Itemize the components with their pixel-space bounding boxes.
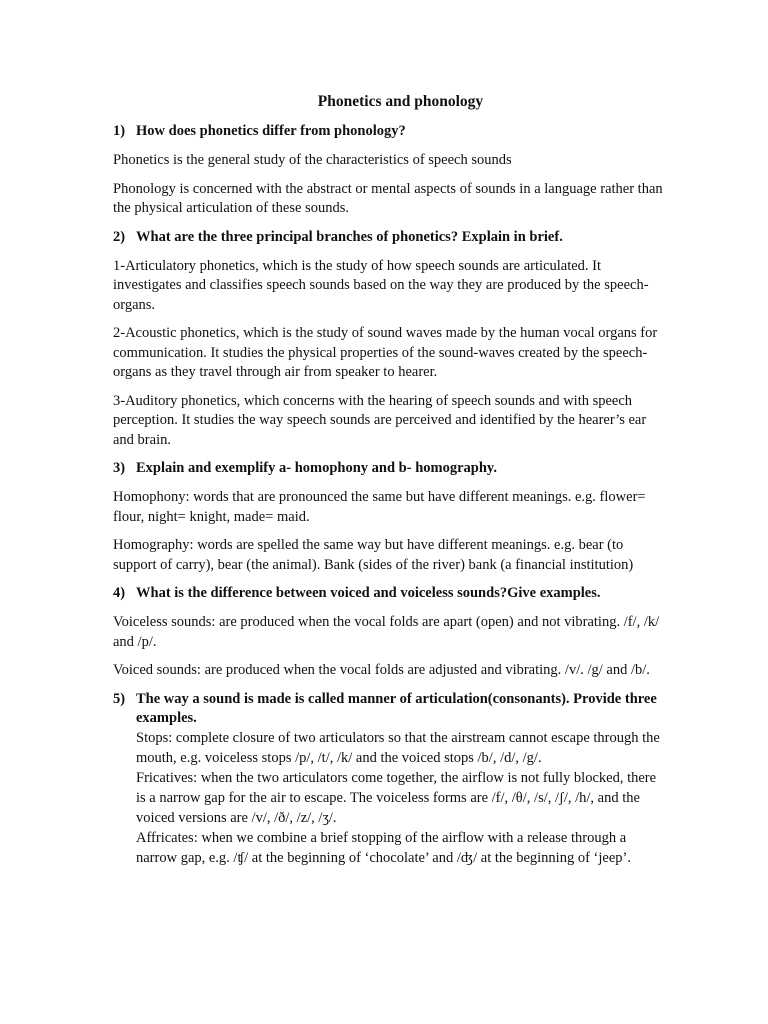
- question-1: [113, 122, 668, 141]
- question-text: How does phonetics differ from phonology?: [136, 123, 406, 139]
- question-number: 5): [113, 690, 126, 707]
- answer-paragraph: Voiced sounds: are produced when the vocal folds are adjusted and vibrating. /v/. /g/ and /b/.: [113, 662, 650, 678]
- question-number: 4): [113, 585, 126, 601]
- question-number: 1): [113, 123, 126, 139]
- answer-paragraph: Affricates: when we combine a brief stopping of the airflow with a release through a narrow gap, e.g. /ʧ/ at the beginning of ‘chocolate’ and /ʤ/ at the beginning of ‘jeep’.: [136, 829, 631, 866]
- question-text: What are the three principal branches of phonetics? Explain in brief.: [136, 228, 563, 245]
- answer-paragraph: Phonetics is the general study of the characteristics of speech sounds: [113, 152, 512, 168]
- question-text: The way a sound is made is called manner of articulation(consonants). Provide three examples.: [136, 690, 657, 726]
- question-number: 3): [113, 460, 126, 476]
- answer-paragraph: Phonology is concerned with the abstract or mental aspects of sounds in a language rather than the physical articulation of these sounds.: [113, 180, 663, 216]
- answer-paragraph: Voiceless sounds: are produced when the vocal folds are apart (open) and not vibrating. /f/, /k/ and /p/.: [113, 614, 660, 650]
- answer-paragraph: Homography: words are spelled the same way but have different meanings. e.g. bear (to support of carry), bear (the animal). Bank (sides of the river) bank (a financial institution): [113, 537, 634, 573]
- page-title: Phonetics and phonology: [317, 93, 484, 110]
- answer-paragraph: 3-Auditory phonetics, which concerns with the hearing of speech sounds and with speech perception. It studies the way speech sounds are perceived and identified by the hearer’s ear and brain.: [113, 392, 647, 448]
- answer-paragraph: Stops: complete closure of two articulators so that the airstream cannot escape through the mouth, e.g. voiceless stops /p/, /t/, /k/ and the voiced stops /b/, /d/, /g/.: [136, 729, 660, 766]
- question-number: 2): [113, 228, 126, 245]
- question-2: [113, 228, 668, 247]
- answer-paragraph: Fricatives: when the two articulators come together, the airflow is not fully blocked, there is a narrow gap for the air to escape. The voiceless forms are /f/, /θ/, /s/, /ʃ/, /h/, and the voiced versions are /v/, /ð/, /z/, /ʒ/.: [136, 769, 657, 826]
- answer-paragraph: Homophony: words that are pronounced the same but have different meanings. e.g. flower= flour, night= knight, made= maid.: [113, 489, 646, 525]
- question-4: [113, 584, 668, 603]
- question-text: Explain and exemplify a- homophony and b- homography.: [136, 460, 497, 476]
- question-5: [113, 690, 668, 728]
- answer-paragraph: 1-Articulatory phonetics, which is the study of how speech sounds are articulated. It investigates and classifies speech sounds based on the way they are produced by the speech-organs.: [113, 257, 649, 313]
- question-3: [113, 459, 668, 478]
- question-text: What is the difference between voiced and voiceless sounds?Give examples.: [136, 585, 601, 601]
- answer-paragraph: 2-Acoustic phonetics, which is the study of sound waves made by the human vocal organs for communication. It studies the physical properties of the sound-waves created by the speech-organs as they travel through air from speaker to hearer.: [113, 325, 658, 380]
